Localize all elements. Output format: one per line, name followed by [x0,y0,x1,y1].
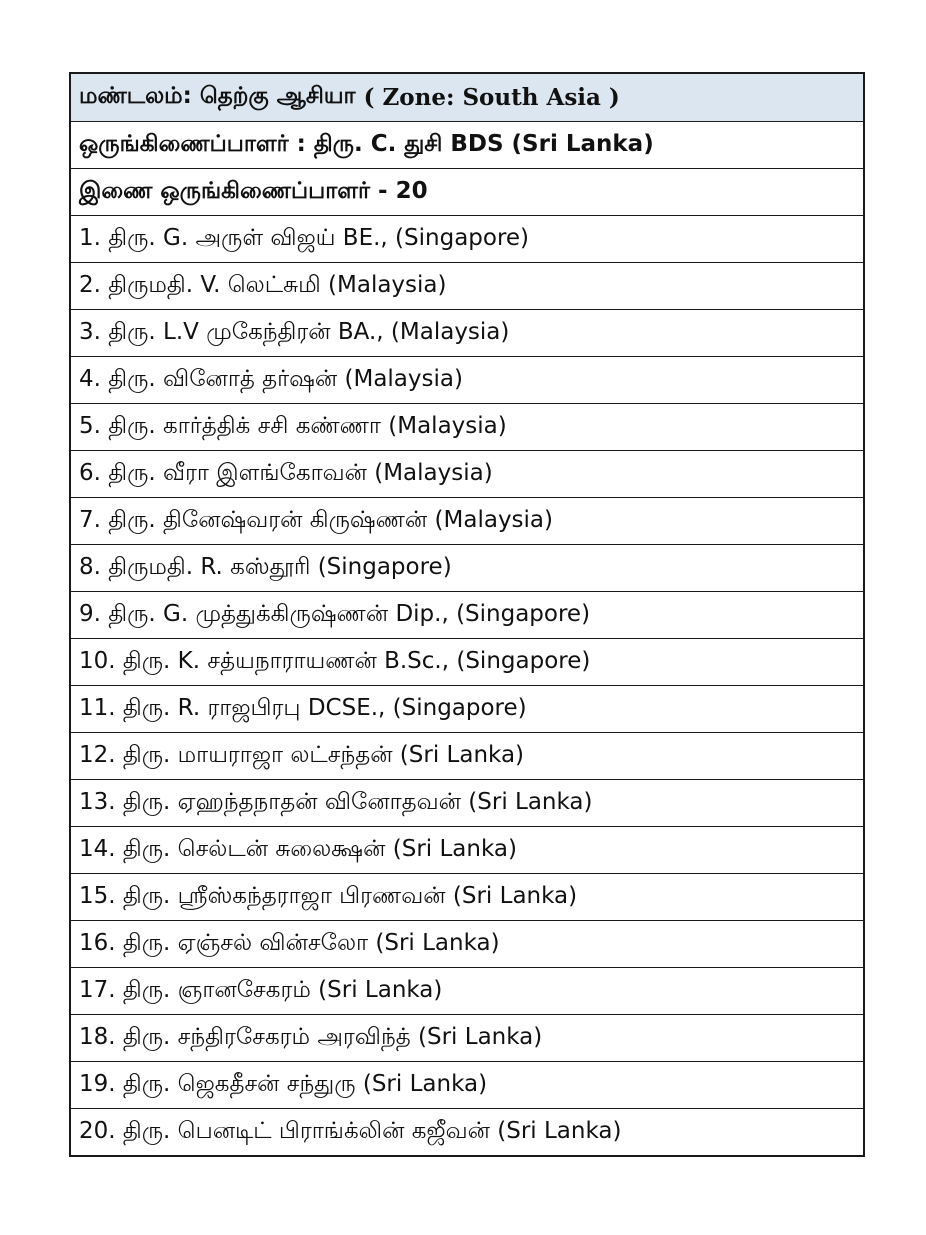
coordinator-row [71,121,863,168]
table-header [71,74,863,121]
member-name: 10. திரு. K. சத்யநாராயணன் B.Sc., (Singapore) [79,647,591,674]
member-row-16 [71,920,863,967]
member-name: 20. திரு. பெனடிட் பிராங்க்லின் கஜீவன் (Sri Lanka) [79,1117,622,1144]
member-row-10 [71,638,863,685]
member-row-11 [71,685,863,732]
zone-title: மண்டலம்: தெற்கு ஆசியா [79,83,356,109]
member-row-3 [71,309,863,356]
member-name: 9. திரு. G. முத்துக்கிருஷ்ணன் Dip., (Singapore) [79,600,591,627]
member-row-18 [71,1014,863,1061]
member-name: 18. திரு. சந்திரசேகரம் அரவிந்த் (Sri Lanka) [79,1023,543,1050]
member-row-7 [71,497,863,544]
member-name: 3. திரு. L.V முகேந்திரன் BA., (Malaysia) [79,318,510,345]
member-row-1 [71,215,863,262]
zone-member-table [69,72,865,1157]
member-name: 14. திரு. செல்டன் சுலைக்ஷன் (Sri Lanka) [79,835,517,862]
member-name: 2. திருமதி. V. லெட்சுமி (Malaysia) [79,271,447,298]
member-row-19 [71,1061,863,1108]
co-coordinator-label: இணை ஒருங்கிணைப்பாளர் - 20 [79,177,428,204]
member-row-9 [71,591,863,638]
zone-name: ( Zone: South Asia ) [363,84,620,111]
member-name: 12. திரு. மாயராஜா லட்சந்தன் (Sri Lanka) [79,741,525,768]
coordinator-label: ஒருங்கிணைப்பாளர் : திரு. C. துசி BDS (Sri Lanka) [79,130,654,157]
member-name: 1. திரு. G. அருள் விஜய் BE., (Singapore) [79,224,530,251]
member-row-8 [71,544,863,591]
member-name: 6. திரு. வீரா இளங்கோவன் (Malaysia) [79,459,493,486]
member-row-6 [71,450,863,497]
member-name: 4. திரு. வினோத் தர்ஷன் (Malaysia) [79,365,463,392]
member-row-17 [71,967,863,1014]
member-row-14 [71,826,863,873]
member-name: 13. திரு. ஏஹந்தநாதன் வினோதவன் (Sri Lanka) [79,788,593,815]
member-row-4 [71,356,863,403]
member-name: 19. திரு. ஜெகதீசன் சந்துரு (Sri Lanka) [79,1070,488,1097]
member-name: 17. திரு. ஞானசேகரம் (Sri Lanka) [79,976,443,1003]
member-name: 7. திரு. தினேஷ்வரன் கிருஷ்ணன் (Malaysia) [79,506,553,533]
member-name: 5. திரு. கார்த்திக் சசி கண்ணா (Malaysia) [79,412,507,439]
member-row-15 [71,873,863,920]
member-name: 16. திரு. ஏஞ்சல் வின்சலோ (Sri Lanka) [79,929,500,956]
member-row-5 [71,403,863,450]
member-row-2 [71,262,863,309]
member-row-12 [71,732,863,779]
co-coordinator-row [71,168,863,215]
member-name: 11. திரு. R. ராஜபிரபு DCSE., (Singapore) [79,694,527,721]
member-row-20 [71,1108,863,1155]
member-name: 8. திருமதி. R. கஸ்தூரி (Singapore) [79,553,452,580]
member-name: 15. திரு. ஸ்ரீஸ்கந்தராஜா பிரணவன் (Sri Lanka) [79,882,578,909]
member-row-13 [71,779,863,826]
